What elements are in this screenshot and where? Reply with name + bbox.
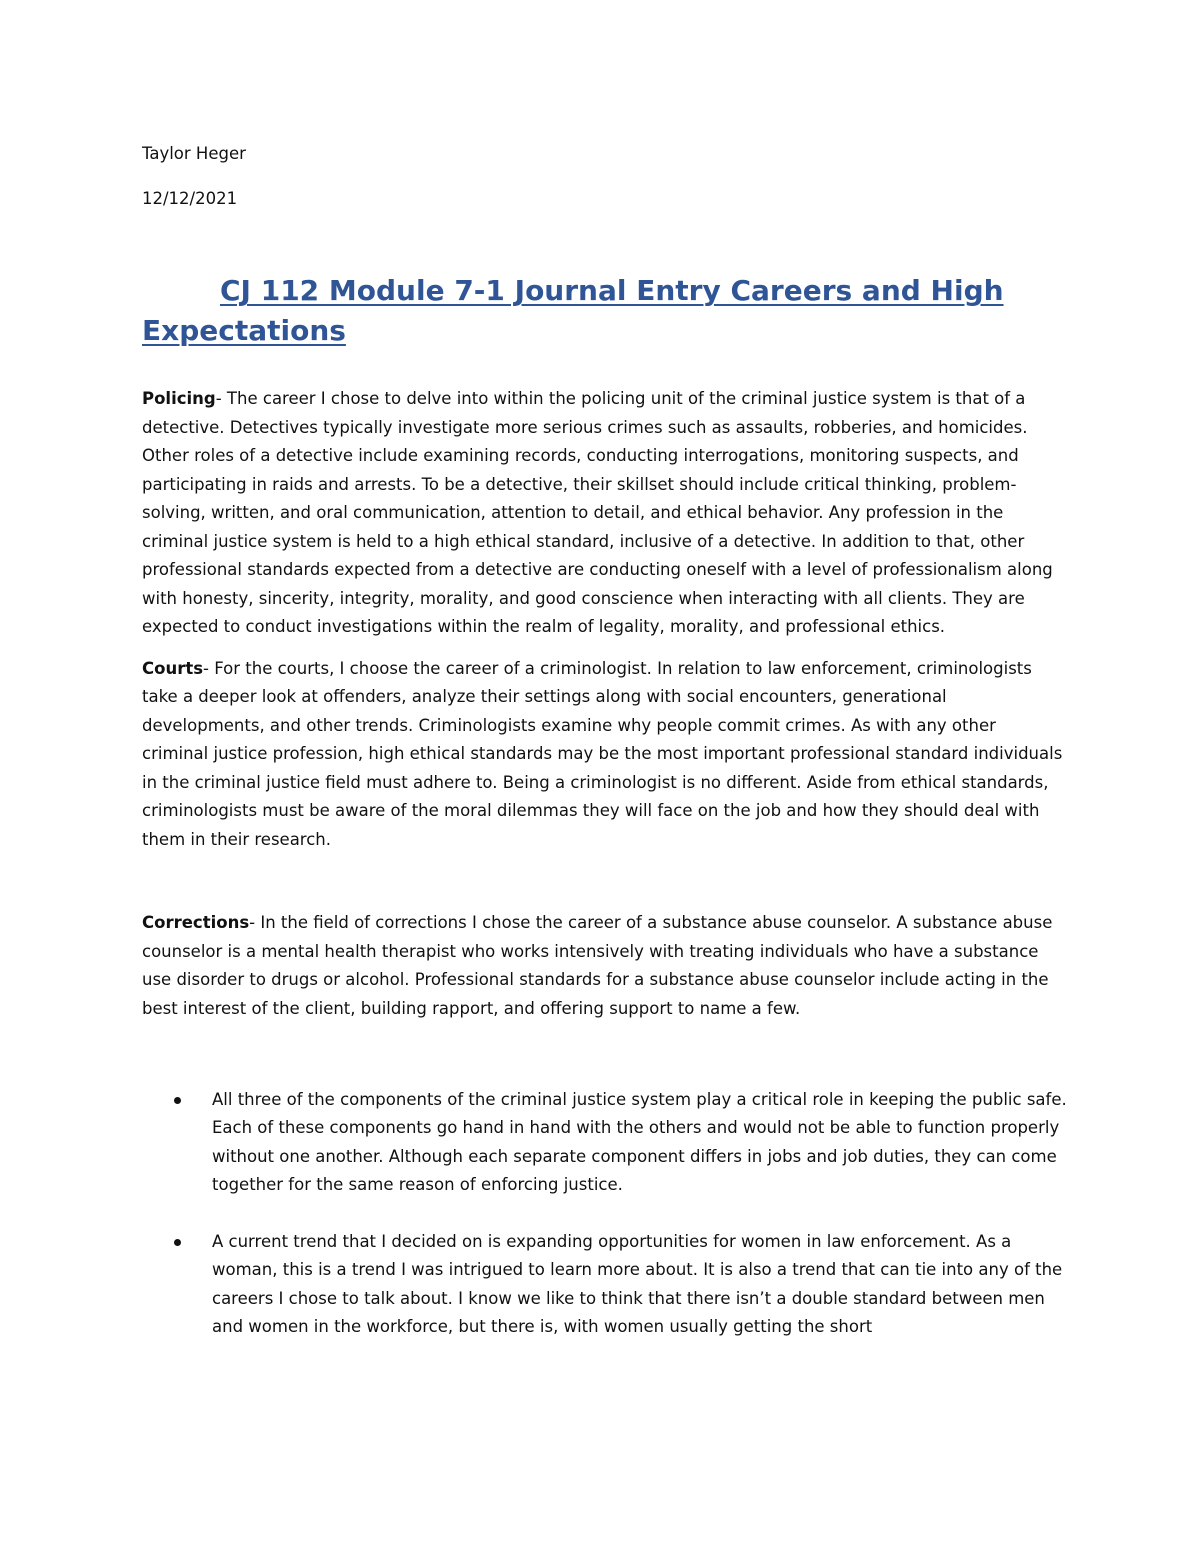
bullet-list [142,1086,1067,1341]
document-date: 12/12/2021 [142,189,238,208]
section-label: Policing [142,389,216,408]
section-text: - For the courts, I choose the career of a criminologist. In relation to law enforcement, criminologists take a deeper look at offenders, analyze their settings along with social encounters, generational developments, and other trends. Criminologists examine why people commit crimes. As with any other criminal justice profession, high ethical standards may be the most important professional standard individuals in the criminal justice field must adhere to. Being a criminologist is no different. Aside from ethical standards, criminologists must be aware of the moral dilemmas they will face on the job and how they should deal with them in their research. [142,658,1063,849]
section-text: - In the field of corrections I chose the career of a substance abuse counselor. A substance abuse counselor is a mental health therapist who works intensively with treating individuals who have a substance use disorder to drugs or alcohol. Professional standards for a substance abuse counselor include acting in the best interest of the client, building rapport, and offering support to name a few. [142,913,1053,1018]
paragraph-spacer [142,1036,1067,1086]
document-title: CJ 112 Module 7-1 Journal Entry Careers and High Expectations [142,274,1004,347]
bullet-dot-icon [174,1097,181,1104]
list-item [142,1228,1067,1341]
section-text: - The career I chose to delve into within the policing unit of the criminal justice system is that of a detective. Detectives typically investigate more serious crimes such as assaults, robberies, and homicides. Other roles of a detective include examining records, conducting interrogations, monitoring suspects, and participating in raids and arrests. To be a detective, their skillset should include critical thinking, problem-solving, written, and oral communication, attention to detail, and ethical behavior. Any profession in the criminal justice system is held to a high ethical standard, inclusive of a detective. In addition to that, other professional standards expected from a detective are conducting oneself with a level of professionalism along with honesty, sincerity, integrity, morality, and good conscience when interacting with all clients. They are expected to conduct investigations within the realm of legality, morality, and professional ethics. [142,389,1053,636]
section-label: Corrections [142,913,250,932]
section-policing [142,385,1067,642]
paragraph-spacer [142,867,1067,909]
list-item-text: All three of the components of the criminal justice system play a critical role in keeping the public safe. Each of these components go hand in hand with the others and would not be able to function properly without one another. Although each separate component differs in jobs and job duties, they can come together for the same reason of enforcing justice. [212,1090,1067,1194]
bullet-dot-icon [174,1239,181,1246]
list-item [142,1086,1067,1199]
document-body [142,140,1067,1370]
section-label: Courts [142,658,204,678]
section-courts [142,655,1067,855]
author-name: Taylor Heger [142,144,246,163]
list-item-text: A current trend that I decided on is expanding opportunities for women in law enforcement. As a woman, this is a trend I was intrigued to learn more about. It is also a trend that can tie into any of the careers I chose to talk about. I know we like to think that there isn’t a double standard between men and women in the workforce, but there is, with women usually getting the short [212,1232,1063,1337]
section-corrections [142,909,1067,1023]
